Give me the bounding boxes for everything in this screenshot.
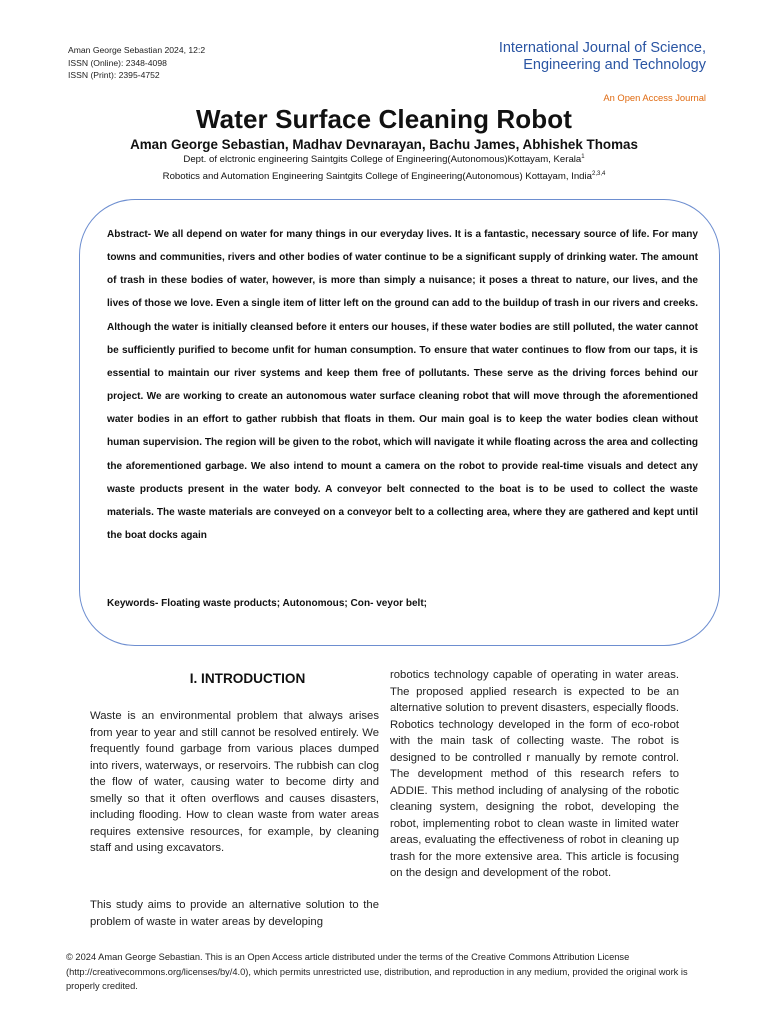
journal-name <box>499 40 706 74</box>
section-heading-introduction: I. INTRODUCTION <box>189 671 306 686</box>
author-volume: Aman George Sebastian 2024, 12:2 <box>68 45 206 55</box>
affiliation-1-sup: 1 <box>581 154 585 160</box>
intro-paragraph-3-text: robotics technology capable of operating in water areas. The proposed applied research is expected to be an alternative solution to prevent disasters, especially floods. Robotics technology developed in the form of eco-robot with the main task of collecting waste. The robot is designed to be controlled r manually by remote control. The development method of this research refers to ADDIE. This method including of analysing of the robotic cleaning system, designing the robot, developing the robot, implementing robot to clean waste in limited water areas, evaluating the effectiveness of robot in cleaning up trash for the more extensive area. This article is focusing on the design and development of the robot. <box>390 669 679 879</box>
paper-title: Water Surface Cleaning Robot <box>196 104 572 134</box>
journal-name-line2: Engineering and Technology <box>523 57 706 73</box>
abstract-text: Abstract- We all depend on water for many things in our everyday lives. It is a fantastic, necessary source of life. For many towns and communities, rivers and other bodies of water continue to be a significant supply of drinking water. The amount of trash in these bodies of water, however, is more than simply a nuisance; it poses a threat to nature, our lives, and the lives of those we love. Even a single item of litter left on the ground can add to the buildup of trash in our rivers and creeks. Although the water is initially cleansed before it enters our houses, if these water bodies are still polluted, the water cannot be sufficiently purified to become unfit for human consumption. To ensure that water continues to flow from our taps, it is essential to maintain our river systems and keep them free of pollutants. These serve as the driving forces behind our project. We are working to create an autonomous water surface cleaning robot that will move through the aforementioned water bodies in an effort to gather rubbish that floats in them. Our main goal is to keep the water bodies clean without human supervision. The region will be given to the robot, which will navigate it while floating across the area and collecting the aforementioned garbage. We also intend to mount a camera on the robot to provide real-time visuals and detect any waste products present in the water body. A conveyor belt connected to the boat is to be used to collect the waste materials. The waste materials are conveyed on a conveyor belt to a collecting area, where they are gathered and kept until the boat docks again <box>107 229 698 542</box>
affiliation-1 <box>0 154 768 165</box>
license-footer: © 2024 Aman George Sebastian. This is an Open Access article distributed under the terms of the Creative Commons Attribution License (http://creativecommons.org/licenses/by/4.0), which permits unrestricted use, distribution, and reproduction in any medium, provided the original work is properly credited. <box>66 952 688 992</box>
affiliation-1-text: Dept. of elctronic engineering Saintgits College of Engineering(Autonomous)Kottayam, Kerala <box>183 154 582 165</box>
intro-paragraph-1 <box>90 708 379 857</box>
intro-paragraph-2-text: This study aims to provide an alternative solution to the problem of waste in water areas by developing <box>90 899 379 928</box>
header-meta <box>68 44 205 82</box>
keywords: Keywords- Floating waste products; Autonomous; Con- veyor belt; <box>107 598 428 609</box>
intro-paragraph-3 <box>390 667 679 882</box>
affiliation-2-text: Robotics and Automation Engineering Saintgits College of Engineering(Autonomous) Kottayam, India <box>162 171 592 182</box>
author-list: Aman George Sebastian, Madhav Devnarayan, Bachu James, Abhishek Thomas <box>130 137 638 152</box>
affiliation-2-sup: 2,3,4 <box>591 171 606 177</box>
journal-name-line1: International Journal of Science, <box>498 40 706 56</box>
open-access-label: An Open Access Journal <box>603 92 706 103</box>
issn-online: ISSN (Online): 2348-4098 <box>68 57 167 68</box>
intro-paragraph-1-text: Waste is an environmental problem that always arises from year to year and still cannot be resolved entirely. We frequently found garbage from various places dumped into rivers, waterways, or reservoirs. The rubbish can clog the flow of water, causing water to become dirty and smelly so that it often overflows and causes disasters, including flooding. How to clean waste from water areas requires extensive resources, for example, by cleaning staff and using excavators. <box>90 710 379 854</box>
affiliation-2 <box>0 171 768 182</box>
intro-paragraph-2 <box>90 897 379 930</box>
issn-print: ISSN (Print): 2395-4752 <box>68 70 160 81</box>
